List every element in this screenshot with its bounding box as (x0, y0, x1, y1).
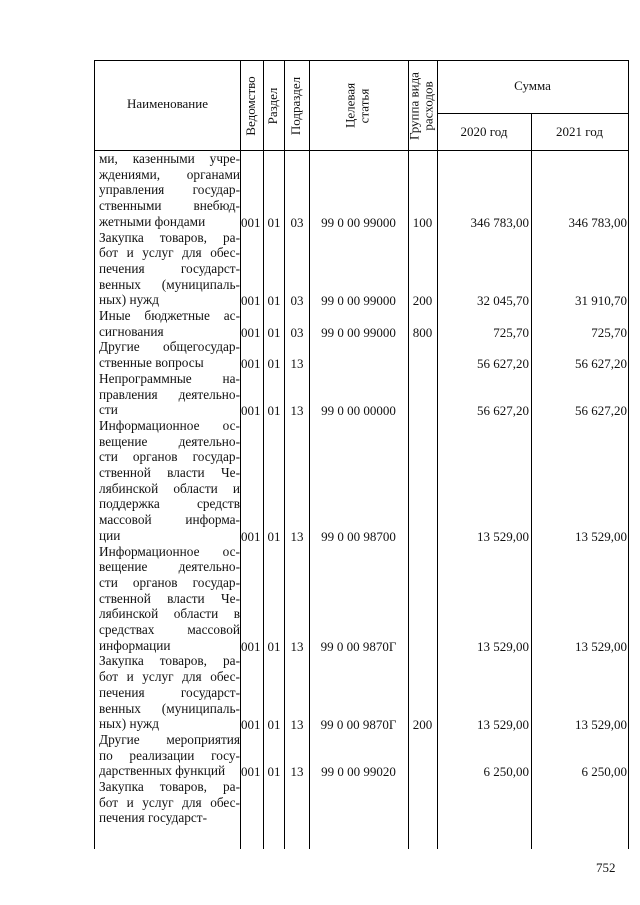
table-row (95, 230, 628, 309)
cell-ved: 001 (241, 717, 261, 733)
row-name: Другие мероприятия по реализации госу- дарственных функций (99, 731, 240, 779)
table-row (95, 339, 628, 370)
header-expense-group: Группа вида расходов (406, 72, 436, 140)
row-name: Другие общегосудар- ственные вопросы (99, 339, 240, 371)
cell-raz: 01 (267, 293, 281, 309)
cell-y2021: 56 627,20 (575, 356, 627, 372)
cell-pod: 13 (290, 528, 304, 544)
cell-pod: 13 (290, 638, 304, 654)
cell-raz: 01 (267, 214, 281, 230)
cell-raz: 01 (267, 403, 281, 419)
cell-y2020: 56 627,20 (477, 403, 529, 419)
cell-pod: 13 (290, 717, 304, 733)
table-row (95, 779, 628, 826)
row-name: Закупка товаров, ра- бот и услуг для обес- печения государст- венных (муниципаль- ных) нужд (99, 229, 240, 308)
row-name: Информационное ос- вещение деятельно- сти органов государ- ственной власти Че- лябинской области в средствах массовой информации (99, 543, 240, 653)
cell-pod: 13 (290, 356, 304, 372)
cell-cs: 99 0 00 9870Г (320, 638, 397, 654)
cell-y2020: 13 529,00 (477, 528, 529, 544)
cell-raz: 01 (267, 717, 281, 733)
cell-pod: 03 (290, 324, 304, 340)
cell-ved: 001 (241, 528, 261, 544)
cell-y2021: 56 627,20 (575, 403, 627, 419)
header-sum: Сумма (514, 78, 551, 93)
header-2020: 2020 год (460, 124, 508, 139)
header-podrazdel: Подраздел (287, 76, 303, 136)
page-number: 752 (596, 860, 616, 875)
table-row (95, 151, 628, 230)
row-name: Непрограммные на- правления деятельно- сти (99, 370, 240, 418)
cell-ved: 001 (241, 764, 261, 780)
table-row (95, 418, 628, 544)
header-razdel: Раздел (264, 87, 280, 125)
cell-cs: 99 0 00 00000 (321, 403, 396, 419)
row-name: Иные бюджетные ас- сигнования (99, 308, 240, 339)
cell-y2021: 725,70 (591, 324, 627, 340)
cell-y2021: 31 910,70 (575, 293, 627, 309)
cell-pod: 13 (290, 403, 304, 419)
cell-ved: 001 (241, 356, 261, 372)
header-name: Наименование (127, 96, 208, 111)
cell-raz: 01 (267, 324, 281, 340)
table-row (95, 308, 628, 339)
cell-y2020: 13 529,00 (477, 638, 529, 654)
cell-y2020: 6 250,00 (483, 764, 529, 780)
cell-gr: 800 (412, 324, 433, 340)
cell-gr: 100 (412, 214, 433, 230)
cell-gr: 200 (412, 717, 433, 733)
cell-raz: 01 (267, 764, 281, 780)
table-row (95, 371, 628, 418)
cell-ved: 001 (241, 214, 261, 230)
cell-cs: 99 0 00 98700 (321, 528, 396, 544)
cell-y2021: 6 250,00 (581, 764, 627, 780)
cell-raz: 01 (267, 638, 281, 654)
table-row (95, 653, 628, 732)
cell-y2020: 725,70 (493, 324, 529, 340)
cell-cs: 99 0 00 99000 (321, 324, 396, 340)
cell-gr: 200 (412, 293, 433, 309)
cell-ved: 001 (241, 293, 261, 309)
row-name: Закупка товаров, ра- бот и услуг для обес- печения государст- (99, 779, 240, 826)
cell-cs: 99 0 00 9870Г (320, 717, 397, 733)
cell-y2021: 13 529,00 (575, 528, 627, 544)
cell-raz: 01 (267, 528, 281, 544)
cell-y2021: 13 529,00 (575, 638, 627, 654)
header-vedomstvo: Ведомство (242, 76, 258, 136)
cell-cs: 99 0 00 99020 (321, 764, 396, 780)
cell-cs: 99 0 00 99000 (321, 293, 396, 309)
cell-pod: 03 (290, 214, 304, 230)
table-row (95, 544, 628, 654)
cell-pod: 03 (290, 293, 304, 309)
cell-y2020: 13 529,00 (477, 717, 529, 733)
cell-raz: 01 (267, 356, 281, 372)
cell-ved: 001 (241, 324, 261, 340)
row-name: Информационное ос- вещение деятельно- сти органов государ- ственной власти Че- лябинской области и поддержка средств массовой информа- ции (99, 417, 240, 543)
row-name: Закупка товаров, ра- бот и услуг для обес- печения государст- венных (муниципаль- ных) нужд (99, 653, 240, 732)
budget-table (94, 60, 629, 849)
cell-y2020: 32 045,70 (477, 293, 529, 309)
cell-ved: 001 (241, 403, 261, 419)
cell-y2020: 56 627,20 (477, 356, 529, 372)
row-name: ми, казенными учре- ждениями, органами управления государ- ственными внебюд- жетными фондами (99, 151, 240, 229)
cell-cs: 99 0 00 99000 (321, 214, 396, 230)
cell-pod: 13 (290, 764, 304, 780)
table-row (95, 732, 628, 779)
cell-y2020: 346 783,00 (470, 214, 529, 230)
cell-y2021: 346 783,00 (568, 214, 627, 230)
cell-ved: 001 (241, 638, 261, 654)
header-2021: 2021 год (556, 124, 603, 139)
cell-y2021: 13 529,00 (575, 717, 627, 733)
header-target-article: Целевая статья (342, 82, 372, 128)
